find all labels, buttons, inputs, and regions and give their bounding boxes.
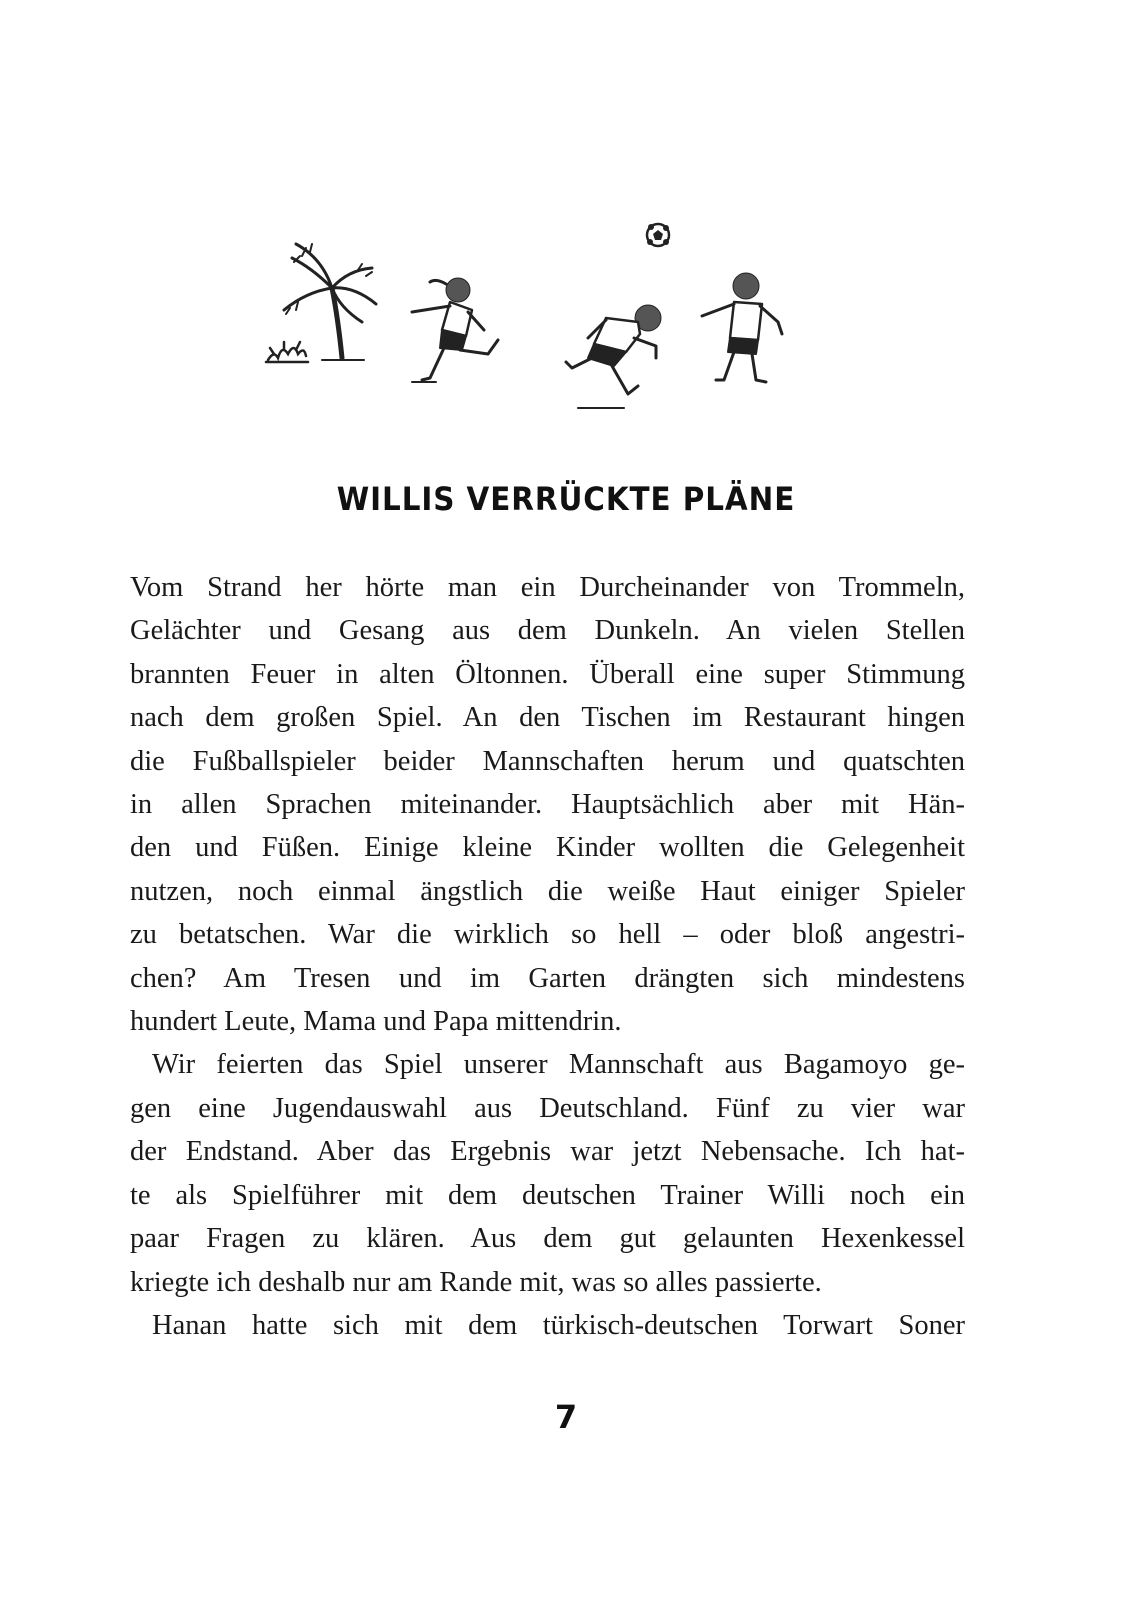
text-line: in allen Sprachen miteinander. Hauptsächlich aber mit Hän- bbox=[130, 789, 965, 821]
chapter-title: WILLIS VERRÜCKTE PLÄNE bbox=[336, 480, 796, 518]
text-line: Vom Strand her hörte man ein Durcheinander von Trommeln, bbox=[130, 572, 965, 603]
page-number: 7 bbox=[554, 1398, 578, 1436]
text-line: Wir feierten das Spiel unserer Mannschaft aus Bagamoyo ge- bbox=[152, 1049, 965, 1081]
text-line: kriegte ich deshalb nur am Rande mit, was so alles passierte. bbox=[130, 1266, 822, 1298]
paragraph-1 bbox=[130, 566, 965, 1043]
palm-tree-icon bbox=[284, 244, 376, 360]
text-line: paar Fragen zu klären. Aus dem gut gelaunten Hexenkessel bbox=[130, 1223, 965, 1255]
text-line: brannten Feuer in alten Öltonnen. Überall eine super Stimmung bbox=[130, 658, 965, 690]
boy-running-icon bbox=[566, 305, 661, 408]
text-line: chen? Am Tresen und im Garten drängten sich mindestens bbox=[130, 962, 965, 994]
text-line: der Endstand. Aber das Ergebnis war jetzt Nebensache. Ich hat- bbox=[130, 1136, 965, 1168]
soccer-ball-icon bbox=[647, 224, 669, 246]
text-line: gen eine Jugendauswahl aus Deutschland. Fünf zu vier war bbox=[130, 1092, 965, 1124]
soccer-illustration bbox=[262, 218, 802, 428]
text-line: te als Spielführer mit dem deutschen Trainer Willi noch ein bbox=[130, 1179, 965, 1211]
chapter-body bbox=[130, 566, 965, 1347]
text-line: den und Füßen. Einige kleine Kinder wollten die Gelegenheit bbox=[130, 832, 965, 864]
paragraph-2 bbox=[130, 1043, 965, 1303]
paragraph-3 bbox=[130, 1304, 965, 1347]
boy-standing-icon bbox=[702, 273, 782, 382]
girl-kicking-icon bbox=[412, 278, 498, 382]
text-line: nach dem großen Spiel. An den Tischen im Restaurant hingen bbox=[130, 702, 965, 734]
text-line: Gelächter und Gesang aus dem Dunkeln. An vielen Stellen bbox=[130, 615, 965, 647]
text-line: zu betatschen. War die wirklich so hell – oder bloß angestri- bbox=[130, 919, 965, 951]
text-line: hundert Leute, Mama und Papa mittendrin. bbox=[130, 1006, 622, 1038]
bush-icon bbox=[266, 342, 308, 362]
text-line: Hanan hatte sich mit dem türkisch-deutschen Torwart Soner bbox=[152, 1309, 965, 1341]
text-line: die Fußballspieler beider Mannschaften herum und quatschten bbox=[130, 745, 965, 777]
text-line: nutzen, noch einmal ängstlich die weiße Haut einiger Spieler bbox=[130, 875, 965, 907]
